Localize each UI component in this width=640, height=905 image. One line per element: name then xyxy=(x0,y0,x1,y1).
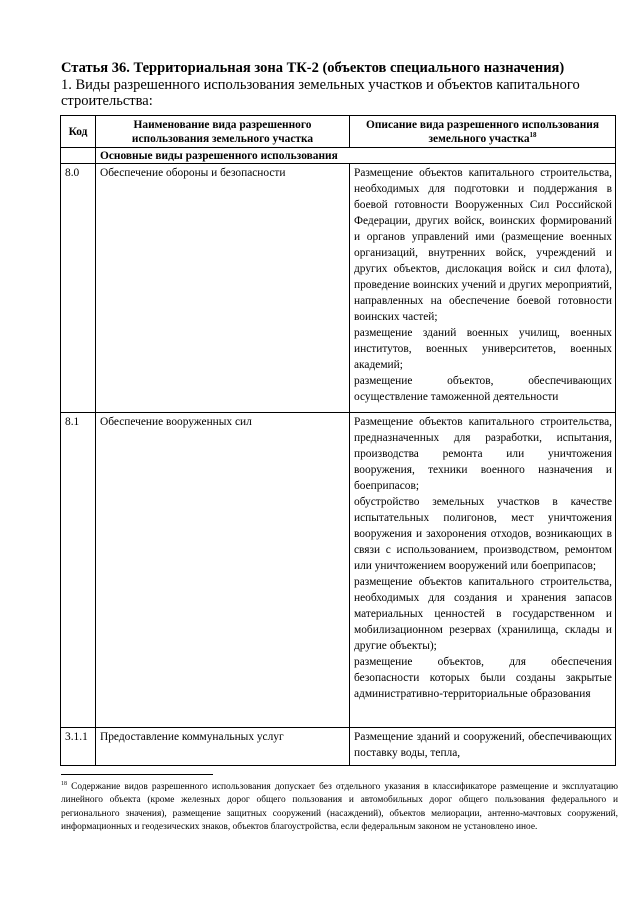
row-name: Обеспечение вооруженных сил xyxy=(96,413,350,728)
header-code: Код xyxy=(61,116,96,148)
article-title: Статья 36. Территориальная зона ТК-2 (объектов специального назначения) xyxy=(61,60,565,76)
description-paragraph: обустройство земельных участков в качестве испытательных полигонов, мест уничтожения вооружения и захоронения отходов, возникающих в связи с использованием, производством, ремонтом или уничтожением вооружений или боеприпасов; xyxy=(354,496,612,572)
description-paragraph: Размещение зданий и сооружений, обеспечивающих поставку воды, тепла, xyxy=(354,731,612,759)
footnote xyxy=(61,778,618,834)
table-header-row xyxy=(61,116,616,148)
description-paragraph: размещение объектов капитального строительства, необходимых для создания и хранения запасов материальных ценностей в государственном и мобилизационном резервах (хранилища, склады и другие объекты); xyxy=(354,576,612,652)
description-paragraph: размещение объектов, для обеспечения безопасности которых были созданы закрытые административно-территориальные образования xyxy=(354,656,612,700)
header-description xyxy=(350,116,616,148)
table-row xyxy=(61,413,616,728)
table-row xyxy=(61,164,616,413)
footnote-ref: 18 xyxy=(529,130,537,139)
header-description-text: Описание вида разрешенного использования земельного участка xyxy=(365,118,600,145)
land-use-table xyxy=(60,115,616,766)
footnote-separator xyxy=(61,774,213,775)
row-description xyxy=(350,413,616,728)
row-code: 8.1 xyxy=(61,413,96,728)
article-subtitle: 1. Виды разрешенного использования земельных участков и объектов капитального строительства: xyxy=(61,77,580,109)
table-row xyxy=(61,728,616,766)
description-paragraph: Размещение объектов капитального строительства, предназначенных для разработки, испытания, производства ремонта или уничтожения вооружения, техники военного назначения и боеприпасов; xyxy=(354,416,612,492)
row-description xyxy=(350,728,616,766)
section-title: Основные виды разрешенного использования xyxy=(96,148,616,164)
section-empty-cell xyxy=(61,148,96,164)
row-name: Предоставление коммунальных услуг xyxy=(96,728,350,766)
footnote-text: Содержание видов разрешенного использования допускает без отдельного указания в классификаторе размещение и эксплуатацию линейного объекта (кроме железных дорог общего пользования и автомобильных дорог общего пользования федерального и регионального значения), размещение защитных сооружений (насаждений), объектов мелиорации, антенно-мачтовых сооружений, информационных и геодезических знаков, объектов благоустройства, если федеральным законом не установлено иное. xyxy=(61,782,619,832)
footnote-number: 18 xyxy=(61,781,67,787)
row-code: 3.1.1 xyxy=(61,728,96,766)
description-paragraph: размещение зданий военных училищ, военных институтов, военных университетов, военных академий; xyxy=(354,327,612,371)
description-paragraph: Размещение объектов капитального строительства, необходимых для подготовки и поддержания в боевой готовности Вооруженных Сил Российской Федерации, других войск, воинских формирований и органов управлений ими (размещение военных организаций, внутренних войск, учреждений и других объектов, дислокация войск и сил флота), проведение воинских учений и других мероприятий, направленных на обеспечение боевой готовности воинских частей; xyxy=(354,167,612,323)
section-row xyxy=(61,148,616,164)
description-paragraph: размещение объектов, обеспечивающих осуществление таможенной деятельности xyxy=(354,375,612,403)
row-code: 8.0 xyxy=(61,164,96,413)
row-description xyxy=(350,164,616,413)
header-name: Наименование вида разрешенного использования земельного участка xyxy=(96,116,350,148)
row-name: Обеспечение обороны и безопасности xyxy=(96,164,350,413)
